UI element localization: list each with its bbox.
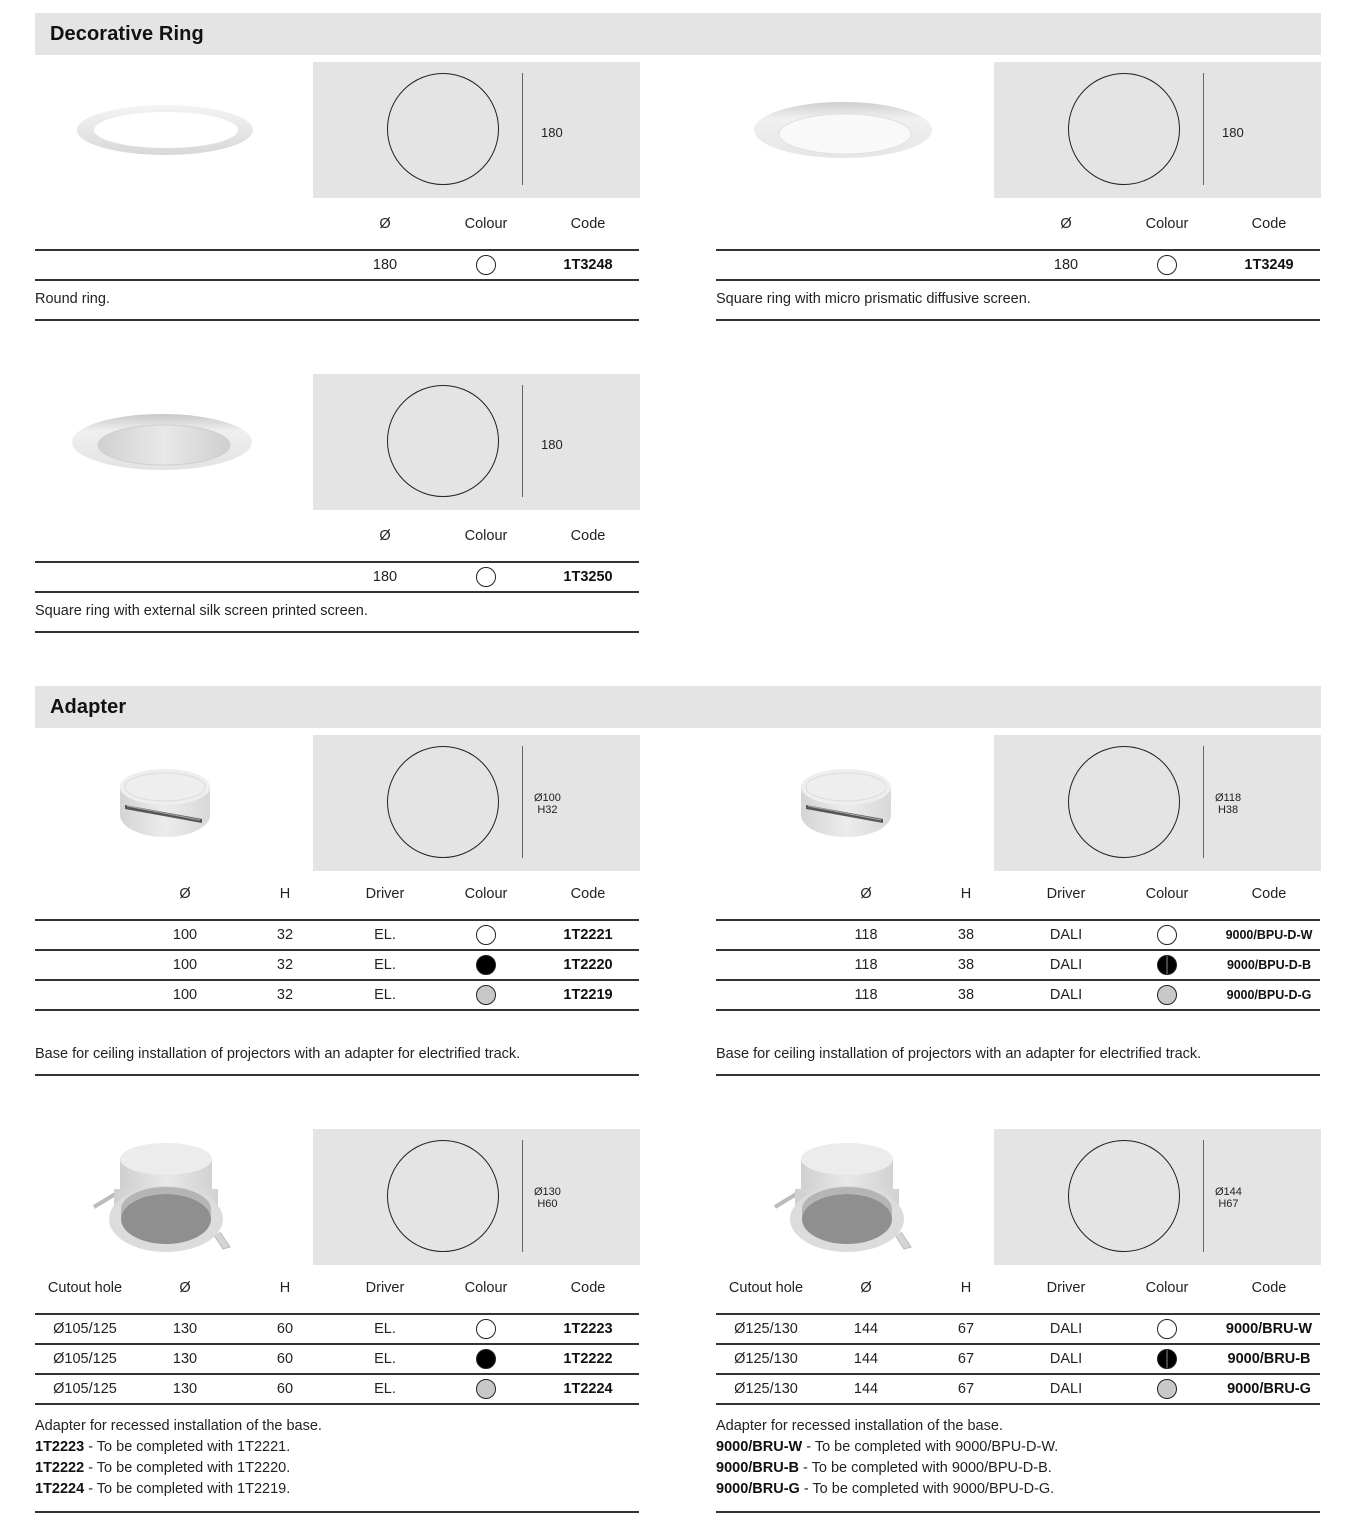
table-header-row <box>35 198 639 250</box>
col-header-height: H <box>235 868 335 920</box>
col-header-diameter: Ø <box>335 510 435 562</box>
table-row <box>716 1374 1320 1404</box>
drawing-circle <box>387 1140 499 1252</box>
col-header-driver: Driver <box>1016 1262 1116 1314</box>
cell-cutout: Ø125/130 <box>716 1344 816 1374</box>
col-header-driver: Driver <box>335 1262 435 1314</box>
cell-code: 1T3249 <box>1218 250 1320 280</box>
cell-colour <box>1116 1374 1218 1404</box>
compatibility-note: 1T2223 - To be completed with 1T2221. <box>35 1439 291 1455</box>
spec-table <box>716 1262 1320 1405</box>
table-row <box>716 1344 1320 1374</box>
col-header-colour: Colour <box>435 1262 537 1314</box>
height-label: H67 <box>1218 1198 1239 1210</box>
height-label: H38 <box>1217 804 1239 816</box>
cell-diameter: 118 <box>816 980 916 1010</box>
drawing-circle <box>387 73 499 185</box>
grey-colour-swatch-icon <box>476 985 496 1005</box>
cell-driver: EL. <box>335 1344 435 1374</box>
table-row <box>716 1314 1320 1344</box>
col-header-colour: Colour <box>435 510 537 562</box>
table-header-row <box>716 1262 1320 1314</box>
cell-height: 67 <box>916 1344 1016 1374</box>
section-title: Decorative Ring <box>50 23 204 45</box>
col-header-colour: Colour <box>1116 868 1218 920</box>
compatibility-note: 9000/BRU-W - To be completed with 9000/BPU-D-W. <box>716 1439 1059 1455</box>
cell-colour <box>1116 980 1218 1010</box>
cell-driver: DALI <box>1016 1314 1116 1344</box>
spec-table <box>35 510 639 593</box>
cell-colour <box>1116 950 1218 980</box>
cell-code: 9000/BPU-D-G <box>1218 980 1320 1010</box>
cell-colour <box>435 1374 537 1404</box>
cell-height: 32 <box>235 980 335 1010</box>
cell-colour <box>1116 1344 1218 1374</box>
col-header-colour: Colour <box>435 198 537 250</box>
cell-driver: EL. <box>335 980 435 1010</box>
product-description: Base for ceiling installation of projectors with an adapter for electrified track. <box>716 1012 1320 1076</box>
technical-drawing <box>313 735 640 871</box>
drawing-circle <box>1068 746 1180 858</box>
cell-diameter: 144 <box>816 1314 916 1344</box>
cell-diameter: 180 <box>335 250 435 280</box>
cell-colour <box>435 950 537 980</box>
drawing-circle <box>387 385 499 497</box>
cell-code: 9000/BRU-G <box>1218 1374 1320 1404</box>
section-header-decorative-ring <box>35 13 1321 55</box>
cell-diameter: 118 <box>816 950 916 980</box>
diameter-label: Ø100 <box>534 792 561 804</box>
grey-colour-swatch-icon <box>1157 985 1177 1005</box>
table-header-row <box>35 1262 639 1314</box>
white-colour-swatch-icon <box>476 567 496 587</box>
technical-drawing <box>994 62 1321 198</box>
description-text: Adapter for recessed installation of the base. <box>716 1418 1003 1434</box>
black-colour-swatch-icon <box>476 1349 496 1369</box>
cell-diameter: 100 <box>135 950 235 980</box>
product-description: Square ring with external silk screen printed screen. <box>35 590 639 633</box>
grey-colour-swatch-icon <box>476 1379 496 1399</box>
col-header-code: Code <box>1218 868 1320 920</box>
drawing-circle <box>1068 73 1180 185</box>
cell-code: 9000/BRU-W <box>1218 1314 1320 1344</box>
table-row <box>35 950 639 980</box>
recessed-adapter-photo <box>35 1129 295 1265</box>
cell-height: 38 <box>916 920 1016 950</box>
table-row <box>35 1344 639 1374</box>
cell-driver: DALI <box>1016 980 1116 1010</box>
cell-cutout: Ø125/130 <box>716 1314 816 1344</box>
ceiling-base-photo <box>35 735 295 871</box>
cell-colour <box>1116 250 1218 280</box>
cell-height: 67 <box>916 1374 1016 1404</box>
technical-drawing <box>313 1129 640 1265</box>
spec-table <box>716 868 1320 1011</box>
diameter-label: Ø130 <box>534 1186 561 1198</box>
table-row <box>35 250 639 280</box>
cell-code: 1T2219 <box>537 980 639 1010</box>
section-title: Adapter <box>50 696 127 718</box>
cell-code: 1T2223 <box>537 1314 639 1344</box>
diameter-label: Ø144 <box>1215 1186 1242 1198</box>
dimension-line <box>1203 746 1204 858</box>
col-header-code: Code <box>537 1262 639 1314</box>
cell-diameter: 100 <box>135 920 235 950</box>
dimension-label <box>1215 792 1241 816</box>
cell-cutout: Ø125/130 <box>716 1374 816 1404</box>
silk-screen-ring-photo <box>35 374 295 510</box>
black-colour-swatch-icon <box>476 955 496 975</box>
product-description <box>35 1415 639 1513</box>
cell-height: 38 <box>916 980 1016 1010</box>
col-header-diameter: Ø <box>1016 198 1116 250</box>
col-header-cutout: Cutout hole <box>35 1262 135 1314</box>
table-row <box>35 1374 639 1404</box>
cell-cutout: Ø105/125 <box>35 1344 135 1374</box>
ceiling-base-dali-photo <box>716 735 976 871</box>
section-header-adapter <box>35 686 1321 728</box>
cell-driver: DALI <box>1016 950 1116 980</box>
dimension-line <box>522 385 523 497</box>
cell-height: 38 <box>916 950 1016 980</box>
cell-driver: DALI <box>1016 1374 1116 1404</box>
cell-driver: EL. <box>335 1374 435 1404</box>
col-header-code: Code <box>537 868 639 920</box>
col-header-diameter: Ø <box>816 868 916 920</box>
cell-diameter: 180 <box>1016 250 1116 280</box>
technical-drawing <box>313 62 640 198</box>
round-ring-photo <box>35 62 295 198</box>
height-label: H32 <box>537 804 558 816</box>
dimension-line <box>1203 73 1204 185</box>
cell-code: 9000/BRU-B <box>1218 1344 1320 1374</box>
col-header-diameter: Ø <box>135 868 235 920</box>
table-row <box>716 250 1320 280</box>
col-header-height: H <box>916 1262 1016 1314</box>
cell-cutout: Ø105/125 <box>35 1374 135 1404</box>
dimension-label: 180 <box>1222 125 1244 140</box>
table-header-row <box>35 868 639 920</box>
cell-code: 1T2222 <box>537 1344 639 1374</box>
table-row <box>35 980 639 1010</box>
white-colour-swatch-icon <box>476 925 496 945</box>
cell-height: 60 <box>235 1374 335 1404</box>
grey-colour-swatch-icon <box>1157 1379 1177 1399</box>
cell-diameter: 118 <box>816 920 916 950</box>
dimension-label: 180 <box>541 437 563 452</box>
cell-colour <box>1116 920 1218 950</box>
spec-table <box>35 198 639 281</box>
cell-colour <box>1116 1314 1218 1344</box>
product-description: Square ring with micro prismatic diffusive screen. <box>716 278 1320 321</box>
cell-diameter: 130 <box>135 1344 235 1374</box>
cell-height: 32 <box>235 950 335 980</box>
description-text: Adapter for recessed installation of the base. <box>35 1418 322 1434</box>
col-header-code: Code <box>1218 198 1320 250</box>
product-description <box>716 1415 1320 1513</box>
cell-height: 60 <box>235 1314 335 1344</box>
table-row <box>716 980 1320 1010</box>
cell-diameter: 144 <box>816 1344 916 1374</box>
white-colour-swatch-icon <box>1157 1319 1177 1339</box>
cell-code: 9000/BPU-D-W <box>1218 920 1320 950</box>
compatibility-note: 1T2224 - To be completed with 1T2219. <box>35 1481 291 1497</box>
cell-code: 1T2221 <box>537 920 639 950</box>
col-header-driver: Driver <box>335 868 435 920</box>
cell-driver: DALI <box>1016 1344 1116 1374</box>
white-colour-swatch-icon <box>1157 255 1177 275</box>
cell-diameter: 130 <box>135 1314 235 1344</box>
col-header-diameter: Ø <box>816 1262 916 1314</box>
compatibility-note: 9000/BRU-G - To be completed with 9000/BPU-D-G. <box>716 1481 1055 1497</box>
micro-prismatic-ring-photo <box>716 62 976 198</box>
spec-table <box>35 868 639 1011</box>
cell-code: 9000/BPU-D-B <box>1218 950 1320 980</box>
height-label: H60 <box>537 1198 558 1210</box>
dimension-label <box>1215 1186 1242 1210</box>
compatibility-note: 1T2222 - To be completed with 1T2220. <box>35 1460 291 1476</box>
col-header-colour: Colour <box>1116 1262 1218 1314</box>
technical-drawing <box>994 735 1321 871</box>
compatibility-note: 9000/BRU-B - To be completed with 9000/BPU-D-B. <box>716 1460 1052 1476</box>
drawing-circle <box>387 746 499 858</box>
dimension-label: 180 <box>541 125 563 140</box>
cell-height: 67 <box>916 1314 1016 1344</box>
col-header-code: Code <box>1218 1262 1320 1314</box>
spec-table <box>35 1262 639 1405</box>
black-colour-swatch-icon <box>1157 955 1177 975</box>
table-row <box>35 562 639 592</box>
drawing-circle <box>1068 1140 1180 1252</box>
cell-diameter: 180 <box>335 562 435 592</box>
col-header-driver: Driver <box>1016 868 1116 920</box>
dimension-label <box>534 1186 561 1210</box>
cell-colour <box>435 920 537 950</box>
white-colour-swatch-icon <box>476 1319 496 1339</box>
cell-colour <box>435 250 537 280</box>
black-colour-swatch-icon <box>1157 1349 1177 1369</box>
product-description: Base for ceiling installation of projectors with an adapter for electrified track. <box>35 1012 639 1076</box>
table-header-row <box>716 868 1320 920</box>
col-header-code: Code <box>537 510 639 562</box>
table-row <box>716 950 1320 980</box>
dimension-line <box>522 746 523 858</box>
col-header-height: H <box>916 868 1016 920</box>
dimension-line <box>1203 1140 1204 1252</box>
spec-table <box>716 198 1320 281</box>
white-colour-swatch-icon <box>1157 925 1177 945</box>
col-header-diameter: Ø <box>335 198 435 250</box>
dimension-label <box>534 792 561 816</box>
table-header-row <box>35 510 639 562</box>
product-description: Round ring. <box>35 278 639 321</box>
technical-drawing <box>994 1129 1321 1265</box>
dimension-line <box>522 1140 523 1252</box>
cell-height: 60 <box>235 1344 335 1374</box>
col-header-code: Code <box>537 198 639 250</box>
col-header-colour: Colour <box>1116 198 1218 250</box>
cell-diameter: 130 <box>135 1374 235 1404</box>
cell-cutout: Ø105/125 <box>35 1314 135 1344</box>
cell-driver: EL. <box>335 920 435 950</box>
cell-code: 1T2224 <box>537 1374 639 1404</box>
table-row <box>35 1314 639 1344</box>
cell-code: 1T3248 <box>537 250 639 280</box>
cell-colour <box>435 562 537 592</box>
cell-driver: EL. <box>335 950 435 980</box>
cell-code: 1T3250 <box>537 562 639 592</box>
col-header-colour: Colour <box>435 868 537 920</box>
white-colour-swatch-icon <box>476 255 496 275</box>
cell-diameter: 100 <box>135 980 235 1010</box>
cell-code: 1T2220 <box>537 950 639 980</box>
cell-diameter: 144 <box>816 1374 916 1404</box>
col-header-diameter: Ø <box>135 1262 235 1314</box>
col-header-cutout: Cutout hole <box>716 1262 816 1314</box>
cell-height: 32 <box>235 920 335 950</box>
cell-driver: DALI <box>1016 920 1116 950</box>
table-row <box>35 920 639 950</box>
col-header-height: H <box>235 1262 335 1314</box>
table-row <box>716 920 1320 950</box>
cell-colour <box>435 1314 537 1344</box>
technical-drawing <box>313 374 640 510</box>
dimension-line <box>522 73 523 185</box>
cell-colour <box>435 1344 537 1374</box>
diameter-label: Ø118 <box>1215 792 1242 804</box>
table-header-row <box>716 198 1320 250</box>
cell-colour <box>435 980 537 1010</box>
recessed-adapter-dali-photo <box>716 1129 976 1265</box>
cell-driver: EL. <box>335 1314 435 1344</box>
